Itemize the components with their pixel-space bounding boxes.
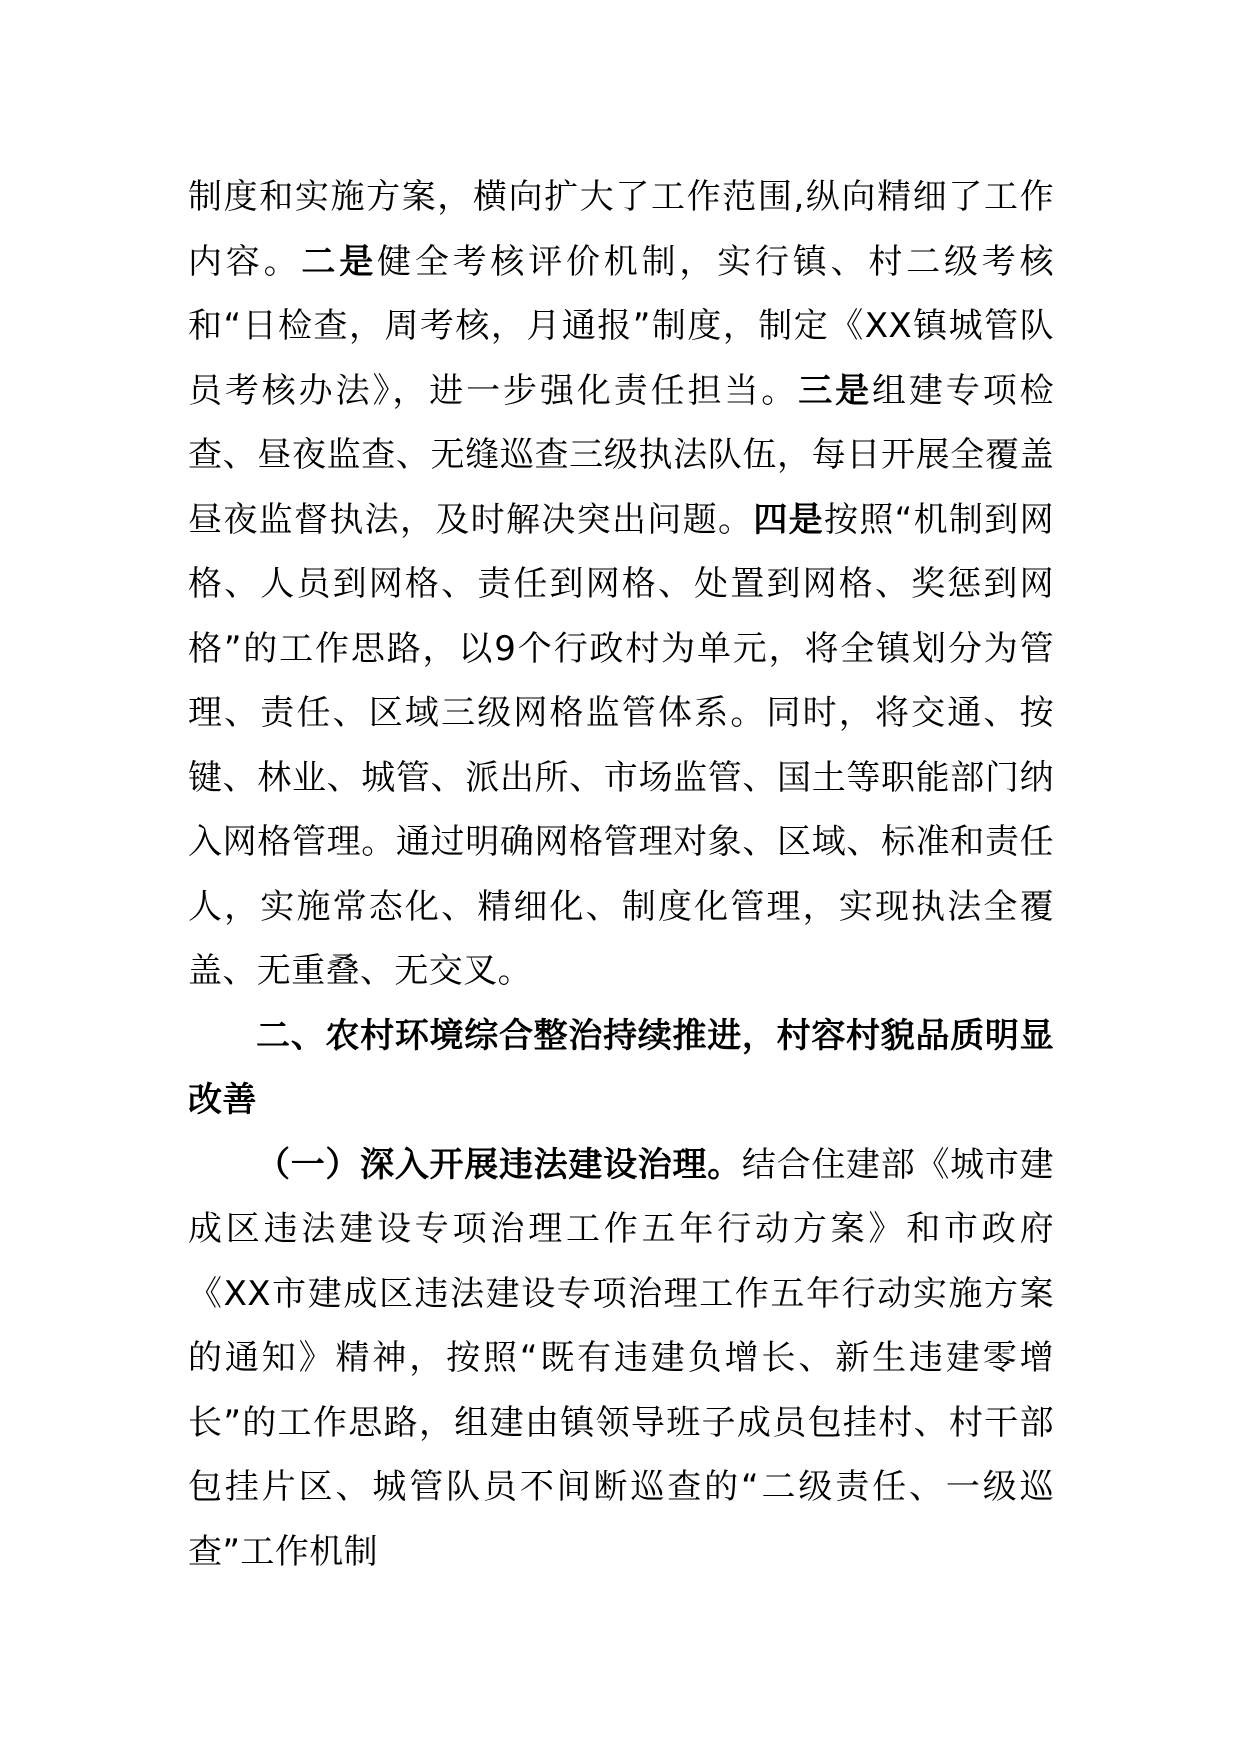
paragraph-text: 健全考核评价机制，实行镇、村二级考核和“日检查，周考核，月通报”制度，制定《XX镇城管队员考核办法》，进一步强化责任担当。 — [188, 241, 1054, 411]
paragraph-continuation — [188, 165, 1054, 1004]
paragraph-text: 组建专项检查、昼夜监查、无缝巡查三级执法队伍，每日开展全覆盖昼夜监督执法，及时解决突出问题。 — [188, 370, 1054, 540]
keyword-second: 二是 — [301, 241, 378, 282]
paragraph-text: 按照“机制到网格、人员到网格、责任到网格、处置到网格、奖惩到网格”的工作思路，以9个行政村为单元，将全镇划分为管理、责任、区域三级网格监管体系。同时，将交通、按键、林业、城管、派出所、市场监管、国土等职能部门纳入网格管理。通过明确网格管理对象、区域、标准和责任人，实施常态化、精细化、制度化管理，实现执法全覆盖、无重叠、无交叉。 — [188, 499, 1054, 991]
keyword-fourth: 四是 — [753, 499, 824, 540]
paragraph-text: 结合住建部《城市建成区违法建设专项治理工作五年行动方案》和市政府《XX市建成区违法建设专项治理工作五年行动实施方案的通知》精神，按照“既有违建负增长、新生违建零增长”的工作思路，组建由镇领导班子成员包挂村、村干部包挂片区、城管队员不间断巡查的“二级责任、一级巡查”工作机制 — [188, 1144, 1054, 1572]
paragraph-text: 制度和实施方案，横向扩大了工作范围,纵向精细了工作内容。 — [188, 177, 1054, 282]
keyword-third: 三是 — [798, 370, 873, 411]
document-body — [188, 165, 1054, 1584]
section-heading: 二、农村环境综合整治持续推进，村容村貌品质明显改善 — [188, 1015, 1054, 1120]
subsection-heading: （一）深入开展违法建设治理。 — [256, 1144, 742, 1185]
subsection-paragraph — [188, 1133, 1054, 1585]
